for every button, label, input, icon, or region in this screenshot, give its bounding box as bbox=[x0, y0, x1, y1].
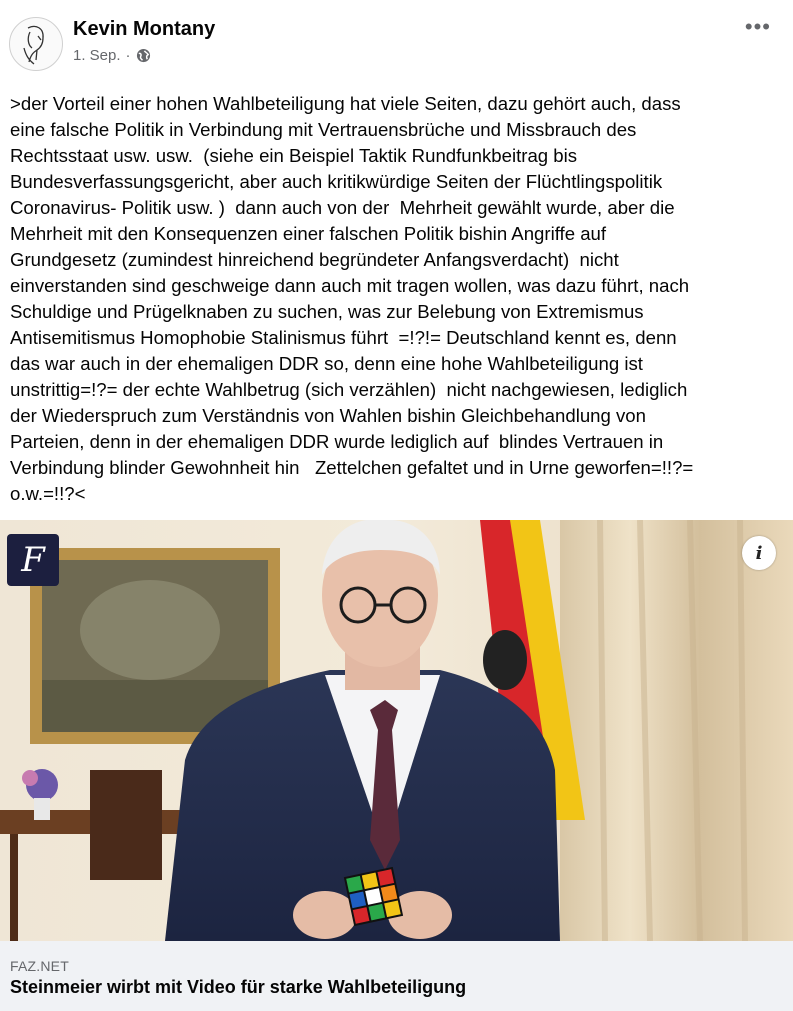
faz-logo-letter: F bbox=[21, 540, 45, 580]
link-preview-image[interactable] bbox=[0, 520, 793, 941]
post-header bbox=[0, 0, 793, 88]
more-options-icon[interactable]: ••• bbox=[744, 14, 771, 39]
post-date[interactable]: 1. Sep. bbox=[73, 47, 121, 64]
faz-logo bbox=[7, 534, 59, 586]
link-preview-box[interactable] bbox=[0, 941, 793, 1011]
avatar-sketch-icon bbox=[10, 18, 62, 70]
link-domain: FAZ.NET bbox=[10, 958, 69, 974]
meta-separator: · bbox=[125, 47, 131, 64]
info-label: i bbox=[755, 542, 763, 564]
steinmeier-photo bbox=[0, 520, 793, 941]
info-icon[interactable] bbox=[742, 536, 776, 570]
author-name[interactable]: Kevin Montany bbox=[73, 18, 216, 40]
avatar[interactable] bbox=[9, 17, 63, 71]
post-meta bbox=[73, 47, 151, 64]
globe-icon bbox=[136, 48, 151, 63]
link-headline[interactable]: Steinmeier wirbt mit Video für starke Wahlbeteiligung bbox=[10, 977, 467, 997]
post-text: >der Vorteil einer hohen Wahlbeteiligung hat viele Seiten, dazu gehört auch, dass eine falsche Politik in Verbindung mit Vertrauensbrüche und Missbrauch des Rechtsstaat usw. usw. (siehe ein Beispiel Taktik Rundfunkbeitrag bis Bundesverfassungsgericht, aber auch kritikwürdige Seiten der Flüchtlingspolitik Coronavirus- Politik usw. ) dann auch von der Mehrheit gewählt wurde, aber die Mehrheit mit den Konsequenzen einer falschen Politik bishin Angriffe auf Grundgesetz (zumindest hinreichend begründeter Anfangsverdacht) nicht einverstanden sind geschweige dann auch mit tragen wollen, was dazu führt, nach Schuldige und Prügelknaben zu suchen, was zur Belebung von Extremismus Antisemitismus Homophobie Stalinismus führt =!?!= Deutschland kennt es, denn das war auch in der ehemaligen DDR so, denn eine hohe Wahlbeteiligung ist unstrittig=!?= der echte Wahlbetrug (sich verzählen) nicht nachgewiesen, lediglich der Wiederspruch zum Verständnis von Wahlen bishin Gleichbehandlung von Parteien, denn in der ehemaligen DDR wurde lediglich auf blindes Vertrauen in Verbindung blinder Gewohnheit hin Zettelchen gefaltet und in Urne geworfen=!!?= o.w.=!!?< bbox=[10, 93, 694, 504]
